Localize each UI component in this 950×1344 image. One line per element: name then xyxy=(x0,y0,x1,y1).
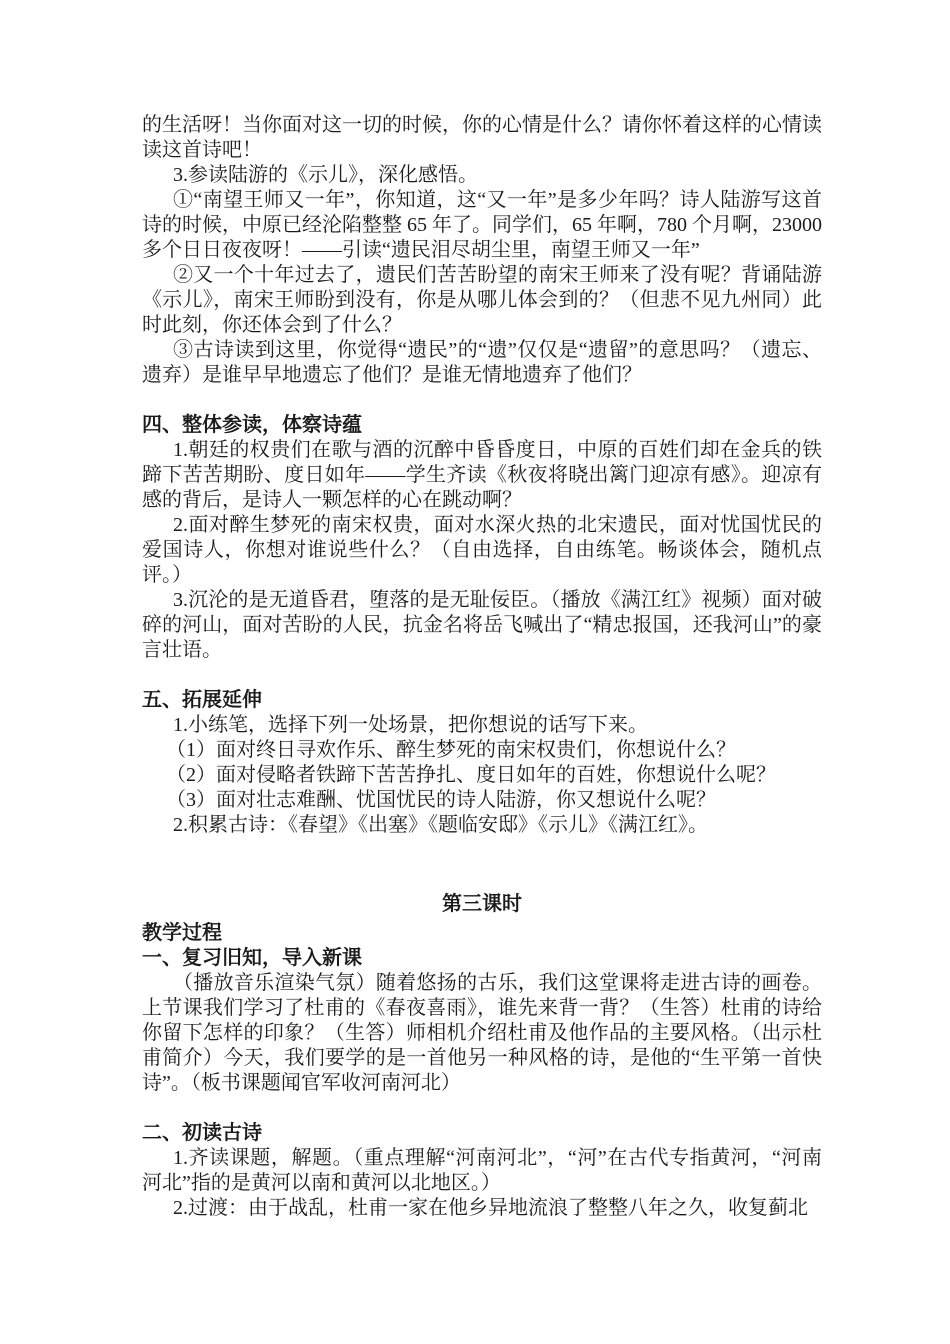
paragraph: 3.沉沦的是无道昏君，堕落的是无耻佞臣。（播放《满江红》视频）面对破碎的河山，面对苦盼的人民，抗金名将岳飞喊出了“精忠报国，还我河山”的豪言壮语。 xyxy=(142,589,822,661)
paragraph: 2.积累古诗：《春望》《出塞》《题临安邸》《示儿》《满江红》。 xyxy=(173,814,708,836)
paragraph: ②又一个十年过去了，遗民们苦苦盼望的南宋王师来了没有呢？背诵陆游《示儿》，南宋王师盼到没有，你是从哪儿体会到的？（但悲不见九州同）此时此刻，你还体会到了什么？ xyxy=(142,264,822,336)
section-heading-5: 五、拓展延伸 xyxy=(142,689,262,711)
list-item: （3）面对壮志难酬、忧国忧民的诗人陆游，你又想说什么呢？ xyxy=(166,789,716,811)
section-heading-1: 一、复习旧知，导入新课 xyxy=(142,947,362,969)
paragraph: 1.齐读课题，解题。（重点理解“河南河北”，“河”在古代专指黄河，“河南河北”指的是黄河以南和黄河以北地区。） xyxy=(142,1147,822,1194)
paragraph: 2.过渡：由于战乱，杜甫一家在他乡异地流浪了整整八年之久，收复蓟北 xyxy=(173,1197,808,1219)
paragraph: 1.小练笔，选择下列一处场景，把你想说的话写下来。 xyxy=(173,714,648,736)
paragraph: 1.朝廷的权贵们在歌与酒的沉醉中昏昏度日，中原的百姓们却在金兵的铁蹄下苦苦期盼、度日如年——学生齐读《秋夜将晓出篱门迎凉有感》。迎凉有感的背后，是诗人一颗怎样的心在跳动啊？ xyxy=(142,439,822,511)
section-heading-4: 四、整体参读，体察诗蕴 xyxy=(142,414,362,436)
list-item: （1）面对终日寻欢作乐、醉生梦死的南宋权贵们，你想说什么？ xyxy=(166,739,736,761)
paragraph: ①“南望王师又一年”，你知道，这“又一年”是多少年吗？诗人陆游写这首诗的时候，中原已经沦陷整整 65 年了。同学们，65 年啊，780 个月啊，23000 多个日日夜夜呀！——引读“遗民泪尽胡尘里，南望王师又一年” xyxy=(142,189,822,261)
paragraph: 2.面对醉生梦死的南宋权贵，面对水深火热的北宋遗民，面对忧国忧民的爱国诗人，你想对谁说些什么？（自由选择，自由练笔。畅谈体会，随机点评。） xyxy=(142,514,822,586)
paragraph: （播放音乐渲染气氛）随着悠扬的古乐，我们这堂课将走进古诗的画卷。上节课我们学习了杜甫的《春夜喜雨》，谁先来背一背？（生答）杜甫的诗给你留下怎样的印象？（生答）师相机介绍杜甫及他作品的主要风格。（出示杜甫简介）今天，我们要学的是一首他另一种风格的诗，是他的“生平第一首快诗”。（板书课题闻官军收河南河北） xyxy=(142,972,822,1094)
paragraph: ③古诗读到这里，你觉得“遗民”的“遗”仅仅是“遗留”的意思吗？（遗忘、遗弃）是谁早早地遗忘了他们？是谁无情地遗弃了他们？ xyxy=(142,339,822,386)
teaching-process-heading: 教学过程 xyxy=(142,922,222,944)
paragraph-continuation: 的生活呀！当你面对这一切的时候，你的心情是什么？请你怀着这样的心情读读这首诗吧！ xyxy=(142,114,822,161)
lesson-period-title: 第三课时 xyxy=(442,893,522,915)
paragraph: 3.参读陆游的《示儿》，深化感悟。 xyxy=(173,164,478,186)
document-body xyxy=(142,113,822,1221)
section-heading-2: 二、初读古诗 xyxy=(142,1122,262,1144)
list-item: （2）面对侵略者铁蹄下苦苦挣扎、度日如年的百姓，你想说什么呢？ xyxy=(166,764,776,786)
